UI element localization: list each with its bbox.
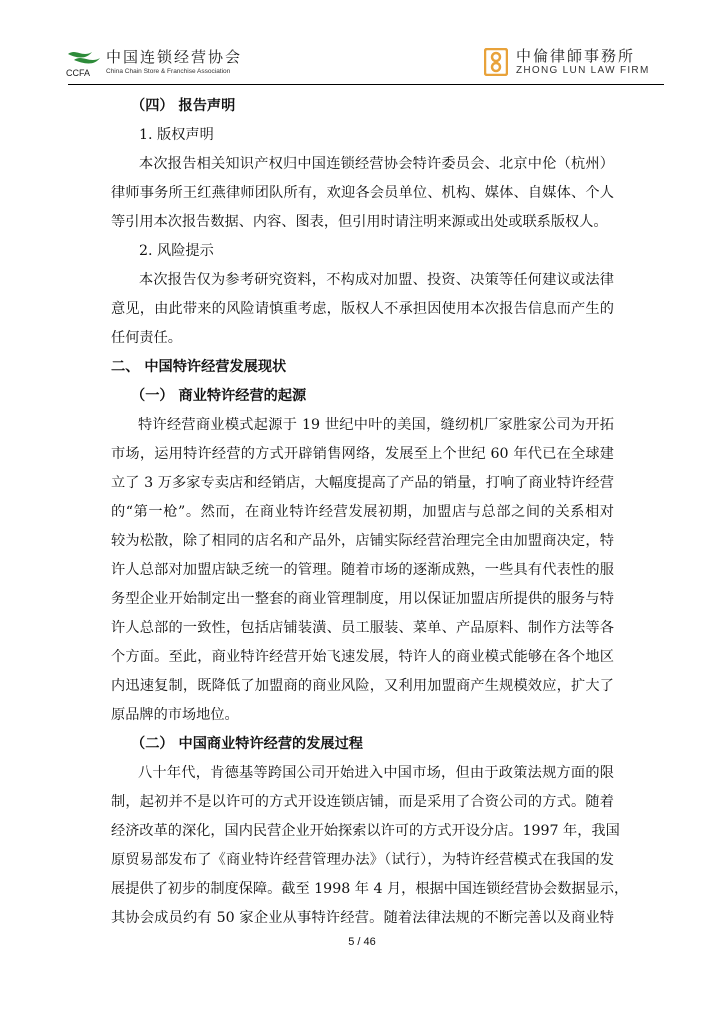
header-divider: [68, 84, 664, 85]
paragraph-line: 本次报告仅为参考研究资料，不构成对加盟、投资、决策等任何建议或法律: [139, 272, 614, 288]
page-header: [0, 0, 724, 86]
paragraph-line: 任何责任。: [111, 330, 182, 346]
paragraph-line: 市场，运用特许经营的方式开辟销售网络，发展至上个世纪 60 年代已在全球建: [111, 446, 614, 462]
paragraph-line: 本次报告相关知识产权归中国连锁经营协会特许委员会、北京中伦（杭州）: [139, 156, 614, 172]
section-heading: （四） 报告声明: [131, 98, 236, 114]
paragraph-line: 内迅速复制，既降低了加盟商的商业风险，又利用加盟商产生规模效应，扩大了: [111, 678, 614, 694]
page-body: [111, 92, 629, 933]
paragraph-line: 展提供了初步的制度保障。截至 1998 年 4 月，根据中国连锁经营协会数据显示，: [111, 881, 629, 897]
list-item-label: 2. 风险提示: [139, 243, 214, 259]
list-item-label: 1. 版权声明: [139, 127, 214, 143]
chapter-heading: 二、 中国特许经营发展现状: [111, 359, 287, 375]
paragraph-line: 原品牌的市场地位。: [111, 707, 239, 723]
paragraph-line: 制，起初并不是以许可的方式开设连锁店铺，而是采用了合资公司的方式。随着: [111, 794, 614, 810]
paragraph-line: 许人总部的一致性，包括店铺装潢、员工服装、菜单、产品原料、制作方法等各: [111, 620, 614, 636]
paragraph-line: 个方面。至此，商业特许经营开始飞速发展，特许人的商业模式能够在各个地区: [111, 649, 614, 665]
zhonglun-emblem-icon: [484, 48, 508, 76]
section-heading: （一） 商业特许经营的起源: [131, 388, 307, 404]
page-number: 5 / 46: [348, 936, 376, 948]
paragraph-line: 意见，由此带来的风险请慎重考虑，版权人不承担因使用本次报告信息而产生的: [111, 301, 614, 317]
ccfa-logo: [66, 46, 246, 80]
paragraph-line: 立了 3 万多家专卖店和经销店，大幅度提高了产品的销量，打响了商业特许经营: [111, 475, 614, 491]
section-heading: （二） 中国商业特许经营的发展过程: [131, 736, 363, 752]
zhonglun-logo: [484, 46, 664, 80]
paragraph-line: 原贸易部发布了《商业特许经营管理办法》（试行），为特许经营模式在我国的发: [111, 852, 614, 868]
paragraph-line: 许人总部对加盟店缺乏统一的管理。随着市场的逐渐成熟，一些具有代表性的服: [111, 562, 614, 578]
paragraph-line: 等引用本次报告数据、内容、图表，但引用时请注明来源或出处或联系版权人。: [111, 214, 608, 230]
ccfa-emblem-icon: [66, 46, 102, 78]
paragraph-line: 特许经营商业模式起源于 19 世纪中叶的美国，缝纫机厂家胜家公司为开拓: [138, 417, 614, 433]
ccfa-logo-text: CCFA: [66, 68, 91, 78]
paragraph-line: 律师事务所王红燕律师团队所有，欢迎各会员单位、机构、媒体、自媒体、个人: [111, 185, 614, 201]
org-name-cn: 中国连锁经营协会: [106, 48, 243, 66]
paragraph-line: 较为松散，除了相同的店名和产品外，店铺实际经营治理完全由加盟商决定，特: [111, 533, 614, 549]
paragraph-line: 的“第一枪”。然而，在商业特许经营发展初期，加盟店与总部之间的关系相对: [111, 504, 614, 520]
paragraph-line: 八十年代，肯德基等跨国公司开始进入中国市场，但由于政策法规方面的限: [138, 765, 614, 781]
org-name-en: China Chain Store & Franchise Association: [106, 68, 231, 75]
firm-name-en: ZHONG LUN LAW FIRM: [516, 65, 650, 76]
firm-name-cn: 中倫律師事務所: [516, 47, 636, 65]
paragraph-line: 务型企业开始制定出一整套的商业管理制度，用以保证加盟店所提供的服务与特: [111, 591, 614, 607]
paragraph-line: 经济改革的深化，国内民营企业开始探索以许可的方式开设分店。1997 年，我国: [111, 823, 620, 839]
paragraph-line: 其协会成员约有 50 家企业从事特许经营。随着法律法规的不断完善以及商业特: [111, 910, 614, 926]
